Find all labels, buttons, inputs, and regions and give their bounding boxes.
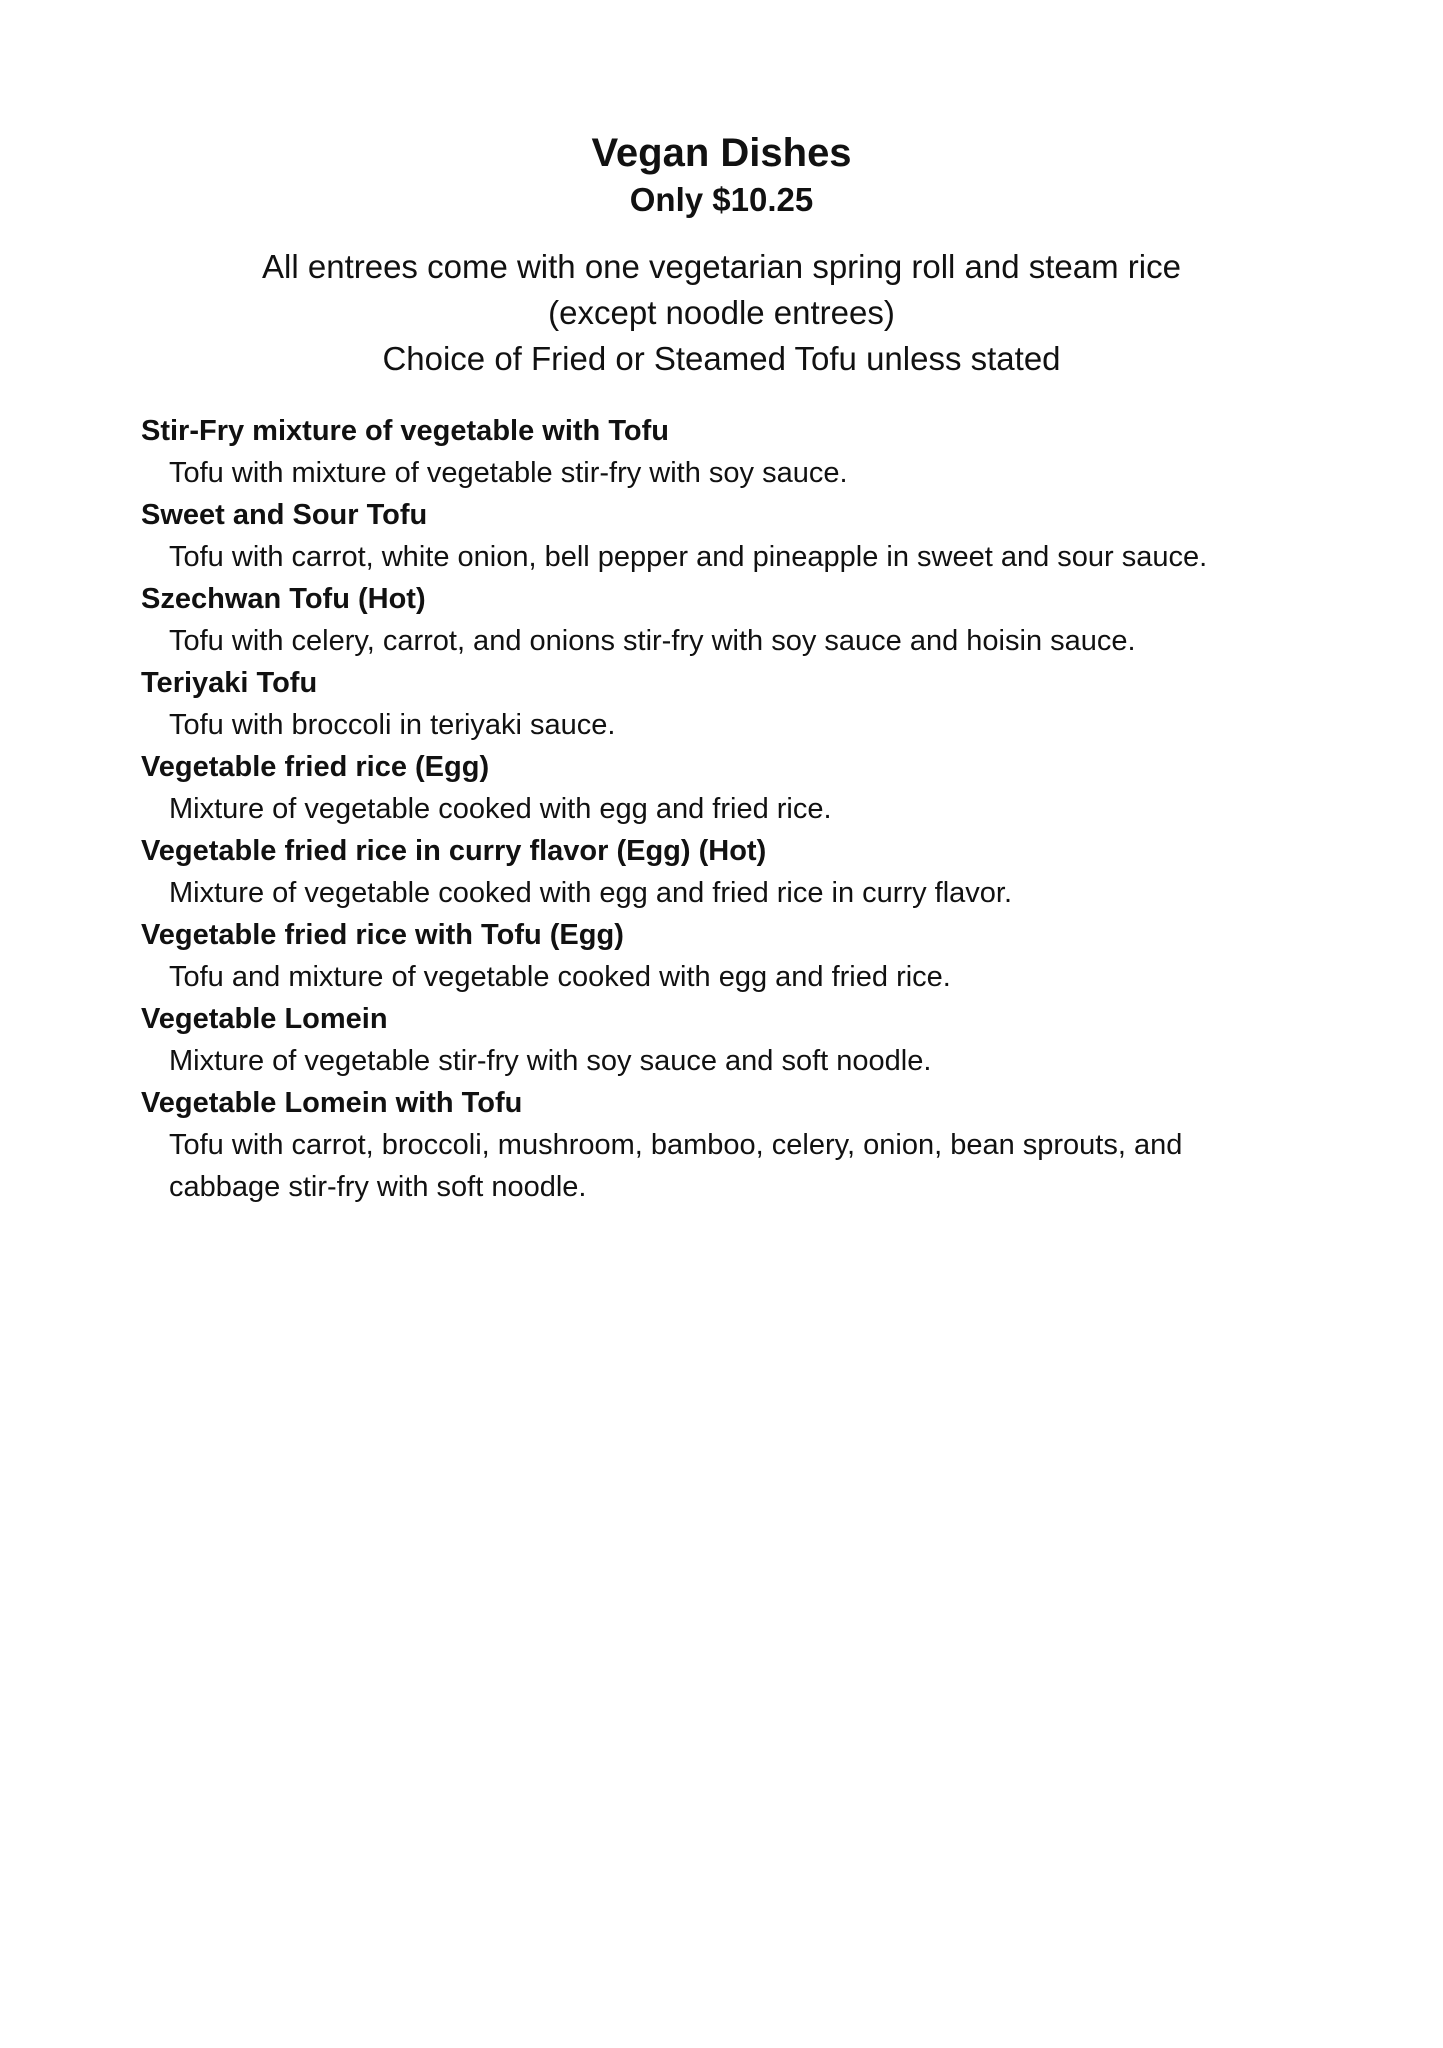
menu-item-description: Tofu and mixture of vegetable cooked with egg and fried rice.	[169, 961, 951, 993]
menu-item-name: Sweet and Sour Tofu	[141, 499, 428, 531]
page-title: Vegan Dishes	[591, 131, 852, 175]
menu-item	[141, 998, 1321, 1082]
price-label: Only $10.25	[629, 181, 814, 218]
menu-item	[141, 494, 1321, 578]
menu-item	[141, 410, 1321, 494]
menu-item-description: Mixture of vegetable cooked with egg and fried rice in curry flavor.	[169, 877, 1013, 909]
note-line: All entrees come with one vegetarian spring roll and steam rice	[262, 248, 1181, 285]
note-line: (except noodle entrees)	[548, 294, 895, 331]
menu-item-description: Tofu with mixture of vegetable stir-fry with soy sauce.	[169, 457, 848, 489]
menu-header	[0, 128, 1443, 382]
menu-item-description: Tofu with carrot, white onion, bell pepper and pineapple in sweet and sour sauce.	[169, 541, 1208, 573]
menu-item-description: Tofu with celery, carrot, and onions stir-fry with soy sauce and hoisin sauce.	[169, 625, 1136, 657]
menu-item	[141, 1082, 1321, 1208]
menu-item-name: Stir-Fry mixture of vegetable with Tofu	[141, 415, 669, 447]
menu-item	[141, 914, 1321, 998]
menu-item-description: Mixture of vegetable cooked with egg and fried rice.	[169, 793, 832, 825]
menu-item-description: Mixture of vegetable stir-fry with soy sauce and soft noodle.	[169, 1045, 932, 1077]
note-line: Choice of Fried or Steamed Tofu unless stated	[382, 340, 1061, 377]
menu-item-name: Vegetable fried rice (Egg)	[141, 751, 490, 783]
menu-item-name: Vegetable fried rice in curry flavor (Egg) (Hot)	[141, 835, 767, 867]
menu-item	[141, 662, 1321, 746]
menu-item-name: Vegetable Lomein	[141, 1003, 388, 1035]
menu-item-description: Tofu with carrot, broccoli, mushroom, bamboo, celery, onion, bean sprouts, and cabbage stir-fry with soft noodle.	[169, 1129, 1183, 1203]
menu-item-name: Vegetable Lomein with Tofu	[141, 1087, 523, 1119]
menu-item	[141, 746, 1321, 830]
menu-item-name: Szechwan Tofu (Hot)	[141, 583, 426, 615]
menu-item-description: Tofu with broccoli in teriyaki sauce.	[169, 709, 616, 741]
menu-item	[141, 578, 1321, 662]
menu-item-name: Vegetable fried rice with Tofu (Egg)	[141, 919, 624, 951]
menu-item	[141, 830, 1321, 914]
menu-item-name: Teriyaki Tofu	[141, 667, 318, 699]
menu-notes	[0, 244, 1443, 382]
menu-list	[141, 410, 1321, 1208]
